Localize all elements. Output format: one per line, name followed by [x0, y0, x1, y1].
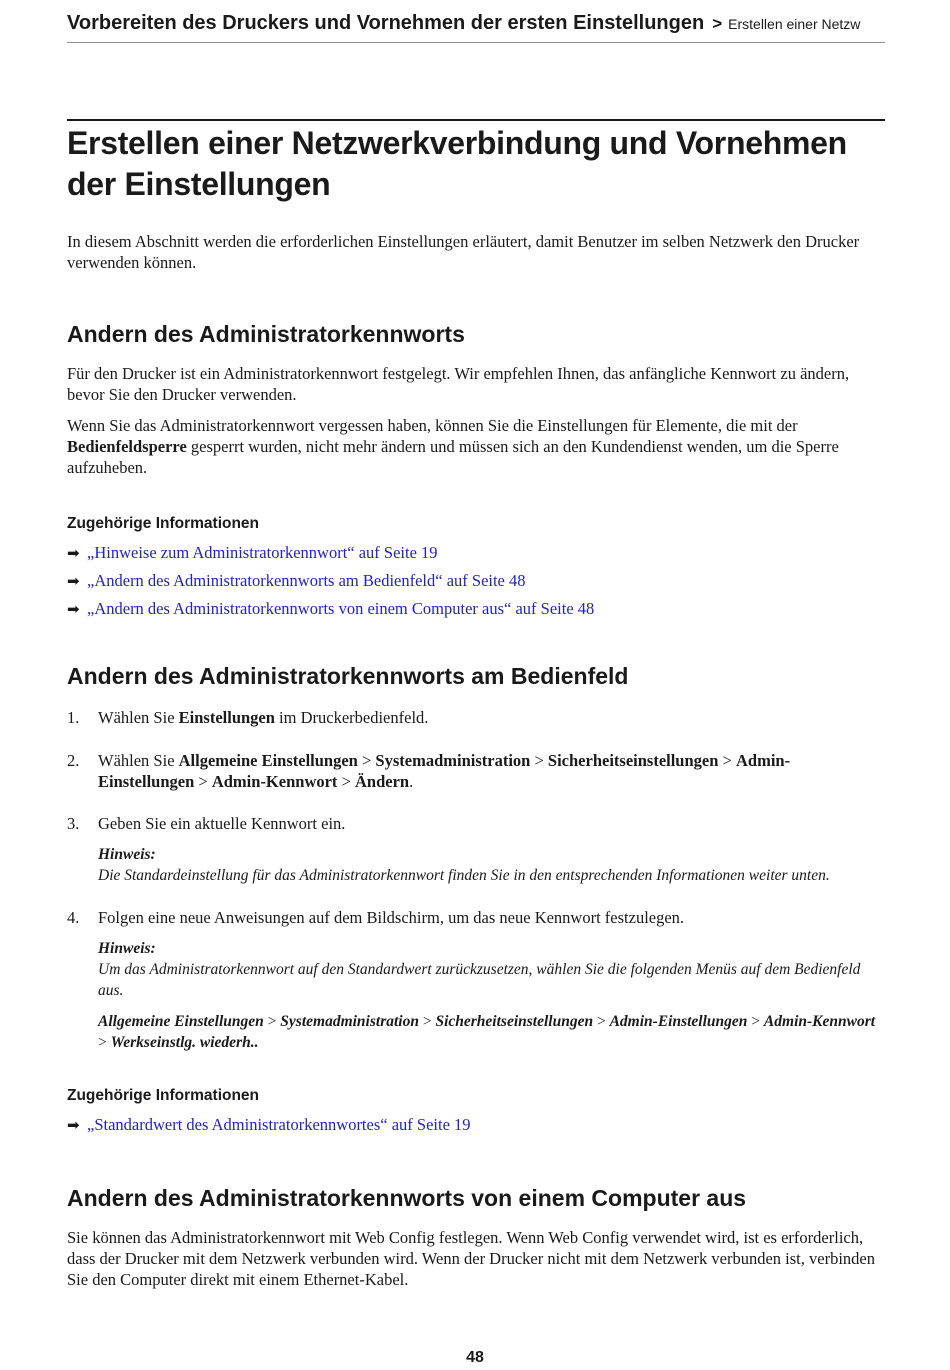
step-item	[67, 750, 885, 792]
text-run: im Druckerbedienfeld.	[274, 708, 429, 727]
path-separator: >	[98, 1034, 111, 1051]
running-header	[67, 12, 885, 43]
note-menu-path	[98, 1011, 885, 1053]
menu-path-item: Admin-Kennwort	[763, 1013, 876, 1030]
note-label: Hinweis:	[98, 846, 156, 863]
page-title: Erstellen einer Netzwerkverbindung und Vornehmen der Einstellungen	[67, 119, 885, 205]
note-box	[98, 844, 885, 886]
related-info-heading: Zugehörige Informationen	[67, 1087, 260, 1104]
steps-list	[67, 707, 885, 1053]
text-run: Wählen Sie	[98, 708, 179, 727]
related-links-list	[67, 543, 885, 627]
header-section-crumb: Erstellen einer Netzw	[728, 16, 861, 32]
menu-path-item: Allgemeine Einstellungen	[178, 751, 358, 770]
intro-paragraph: In diesem Abschnitt werden die erforderlichen Einstellungen erläutert, damit Benutzer im selben Netzwerk den Drucker verwenden können.	[67, 232, 860, 272]
step-number: 4.	[67, 908, 80, 927]
menu-path-item: Systemadministration	[280, 1013, 419, 1030]
bold-term: Einstellungen	[178, 708, 275, 727]
related-link-item[interactable]	[67, 571, 885, 599]
arrow-right-icon: ➡	[67, 600, 80, 618]
related-link-item[interactable]	[67, 599, 885, 627]
path-separator: >	[357, 751, 376, 770]
step-body	[98, 907, 885, 1053]
header-separator: >	[712, 14, 723, 33]
step-item	[67, 813, 885, 886]
menu-path-item: Admin-Einstellungen	[98, 751, 791, 791]
text-run: Wählen Sie	[98, 751, 179, 770]
section-paragraph	[67, 415, 885, 478]
related-link-item[interactable]	[67, 1115, 885, 1143]
header-chapter-title: Vorbereiten des Druckers und Vornehmen der ersten Einstellungen	[67, 12, 705, 34]
menu-path-item: Werkseinstlg. wiederh.	[110, 1034, 255, 1051]
step-body	[98, 813, 885, 886]
section-paragraph: Sie können das Administratorkennwort mit Web Config festlegen. Wenn Web Config verwendet wird, ist es erforderlich, dass der Drucker mit dem Netzwerk verbunden wird. Wenn der Drucker nicht mit dem Netzwerk verbunden ist, verbinden Sie den Computer direkt mit einem Ethernet-Kabel.	[67, 1228, 875, 1289]
step-item	[67, 907, 885, 1053]
arrow-right-icon: ➡	[67, 544, 80, 562]
step-text: Folgen eine neue Anweisungen auf dem Bildschirm, um das neue Kennwort festzulegen.	[98, 908, 685, 927]
related-link[interactable]: „Standardwert des Administratorkennwortes“ auf Seite 19	[87, 1115, 471, 1134]
related-link[interactable]: „Andern des Administratorkennworts am Bedienfeld“ auf Seite 48	[87, 571, 526, 590]
menu-path-item: Ändern	[355, 772, 410, 791]
path-separator: >	[530, 751, 548, 770]
note-label: Hinweis:	[98, 940, 156, 957]
menu-path-item: Systemadministration	[375, 751, 531, 770]
path-separator: >	[418, 1013, 436, 1030]
path-separator: >	[593, 1013, 610, 1030]
path-separator: >	[747, 1013, 764, 1030]
path-separator: >	[263, 1013, 281, 1030]
path-separator: >	[718, 751, 736, 770]
related-link-item[interactable]	[67, 543, 885, 571]
section-heading-change-password: Andern des Administratorkennworts	[67, 321, 465, 347]
related-links-list	[67, 1115, 885, 1143]
path-separator: >	[337, 772, 355, 791]
step-number: 3.	[67, 814, 80, 833]
menu-path-item: Admin-Kennwort	[211, 772, 338, 791]
section-paragraph: Für den Drucker ist ein Administratorkennwort festgelegt. Wir empfehlen Ihnen, das anfängliche Kennwort zu ändern, bevor Sie den Drucker verwenden.	[67, 364, 850, 404]
step-number: 1.	[67, 708, 80, 727]
text-run: .	[409, 772, 414, 791]
menu-path-item: Sicherheitseinstellungen	[547, 751, 719, 770]
arrow-right-icon: ➡	[67, 572, 80, 590]
section-heading-panel: Andern des Administratorkennworts am Bedienfeld	[67, 663, 629, 689]
arrow-right-icon: ➡	[67, 1116, 80, 1134]
text-run: Wenn Sie das Administratorkennwort vergessen haben, können Sie die Einstellungen für Elemente, die mit der	[67, 416, 798, 435]
menu-path-item: Allgemeine Einstellungen	[98, 1013, 264, 1030]
section-heading-computer: Andern des Administratorkennworts von einem Computer aus	[67, 1185, 747, 1211]
related-link[interactable]: „Hinweise zum Administratorkennwort“ auf Seite 19	[87, 543, 438, 562]
step-text	[98, 707, 885, 728]
related-link[interactable]: „Andern des Administratorkennworts von einem Computer aus“ auf Seite 48	[87, 599, 595, 618]
note-text: Die Standardeinstellung für das Administratorkennwort finden Sie in den entsprechenden Informationen weiter unten.	[98, 867, 830, 884]
text-run: gesperrt wurden, nicht mehr ändern und müssen sich an den Kundendienst wenden, um die Sperre aufzuheben.	[67, 437, 839, 477]
step-number: 2.	[67, 751, 80, 770]
text-run: .	[254, 1034, 259, 1051]
step-text	[98, 750, 885, 792]
bold-term: Bedienfeldsperre	[67, 437, 187, 456]
related-info-heading: Zugehörige Informationen	[67, 515, 260, 532]
note-text: Um das Administratorkennwort auf den Standardwert zurückzusetzen, wählen Sie die folgenden Menüs auf dem Bedienfeld aus.	[98, 961, 861, 999]
step-item	[67, 707, 885, 728]
path-separator: >	[194, 772, 212, 791]
page-number: 48	[466, 1349, 484, 1366]
note-box	[98, 938, 885, 1001]
menu-path-item: Admin-Einstellungen	[609, 1013, 748, 1030]
page-content	[67, 119, 885, 1290]
menu-path-item: Sicherheitseinstellungen	[435, 1013, 594, 1030]
step-text: Geben Sie ein aktuelle Kennwort ein.	[98, 814, 346, 833]
